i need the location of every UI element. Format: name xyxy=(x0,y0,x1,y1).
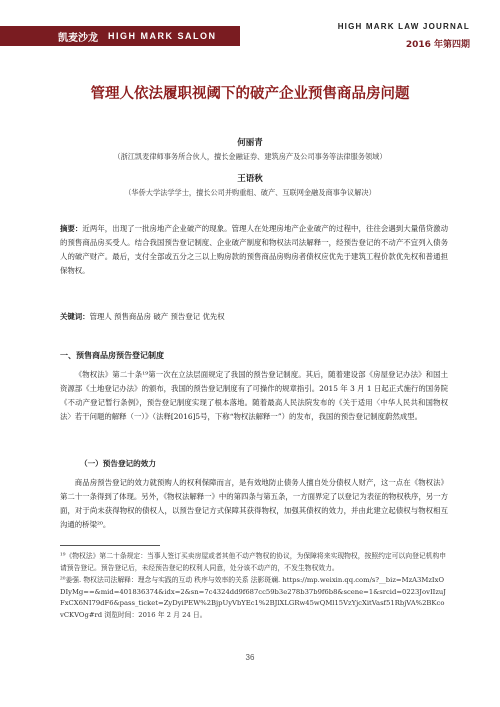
page-number: 36 xyxy=(245,653,255,662)
author-name-1: 何丽青 xyxy=(237,138,263,148)
body-paragraph-2: 商品房预告登记的效力就预购人的权利保障而言，是有效地防止债务人擅自处分债权人财产，这一点在《物权法》第二十一条得到了体现。另外，《物权法解释一》中的第四条与第五条，一方面界定了以登记为表征的物权秩序，另一方面，对于尚未获得物权的债权人，以预告登记方式保障其获得物权，加强其债权的效力，并由此建立起债权与物权相互沟通的桥梁²⁰。 xyxy=(60,478,449,529)
abstract xyxy=(60,222,448,278)
body-paragraph-1: 《物权法》第二十条¹⁹第一次在立法层面规定了我国的预告登记制度。其后，随着建设部《房屋登记办法》和国土资源部《土地登记办法》的颁布，我国的预告登记制度有了可操作的规章指引。2015 年 3 月 1 日起正式施行的国务院《不动产登记暂行条例》，预告登记制度实现了根本落地。随着最高人民法院发布的《关于适用〈中华人民共和国物权法〉若干问题的解释（一）》（法释[2016]5号，下称“物权法解释一”）的发布，我国的预告登记制度蔚然成型。 xyxy=(60,370,448,421)
article-title: 管理人依法履职视阈下的破产企业预售商品房问题 xyxy=(90,86,410,102)
salon-name-en: HIGH MARK SALON xyxy=(108,31,217,41)
subsection-heading: （一）预告登记的效力 xyxy=(80,459,156,468)
journal-name: HIGH MARK LAW JOURNAL xyxy=(337,22,470,31)
section-heading: 一、预售商品房预告登记制度 xyxy=(60,350,164,360)
keywords-label: 关键词： xyxy=(60,312,90,321)
author-name-2: 王语秋 xyxy=(237,174,263,184)
author-affiliation-2: （华侨大学法学学士，擅长公司并购重组、破产、互联网金融及商事争议解决） xyxy=(124,188,376,197)
salon-name-cn: 凯麦沙龙 xyxy=(58,32,98,44)
footnote-2: ²⁰姜强. 物权法司法解释：理念与实践的互动 秩序与效率的关系 法影斑斓. https://mp.weixin.qq.com/s?__biz=MzA3MzIxODIyMg==&mid=401836374&idx=2&sn=7c4324dd9f687cc59b3e278b37b9f6b8&scene=1&srcid=0223JovIIzuJFxCX6NI79dF6&pass_ticket=ZyDyiPEW%2BjpUyVbYEc1%2BJlXLGRw45wQMl15VzYjcXitVasf51RbjVA%2BKcovCKVOg#rd 浏览时间：2016 年 2 月 24 日。 xyxy=(60,576,447,619)
keywords xyxy=(60,310,448,324)
footnotes xyxy=(60,551,448,622)
issue-label: 2016 年第四期 xyxy=(405,40,470,50)
keywords-text: 管理人 预售商品房 破产 预告登记 优先权 xyxy=(89,312,225,321)
salon-band xyxy=(0,26,240,46)
author-affiliation-1: （浙江凯麦律师事务所合伙人，擅长金融证券、建筑房产及公司事务等法律服务领域） xyxy=(113,152,387,161)
journal-header xyxy=(338,22,470,50)
footnote-divider xyxy=(60,545,160,546)
abstract-label: 摘要： xyxy=(60,224,83,233)
footnote-1: ¹⁹《物权法》第二十条规定：当事人签订买卖房屋或者其他不动产物权的协议，为保障将来实现物权，按照约定可以向登记机构申请预告登记。预告登记后，未经预告登记的权利人同意，处分该不动产的，不发生物权效力。 xyxy=(60,552,447,572)
abstract-text: 近两年，出现了一批房地产企业破产的现象。管理人在处理房地产企业破产的过程中，往往会遇到大量借贷激动的预售商品房买受人。结合我国预告登记制度、企业破产制度和物权法司法解释一，经预告登记的不动产不宜列入债务人的破产财产。最后，支付全部或五分之三以上购房款的预售商品房购房者债权应优先于建筑工程价款优先权和普通担保物权。 xyxy=(60,224,448,275)
